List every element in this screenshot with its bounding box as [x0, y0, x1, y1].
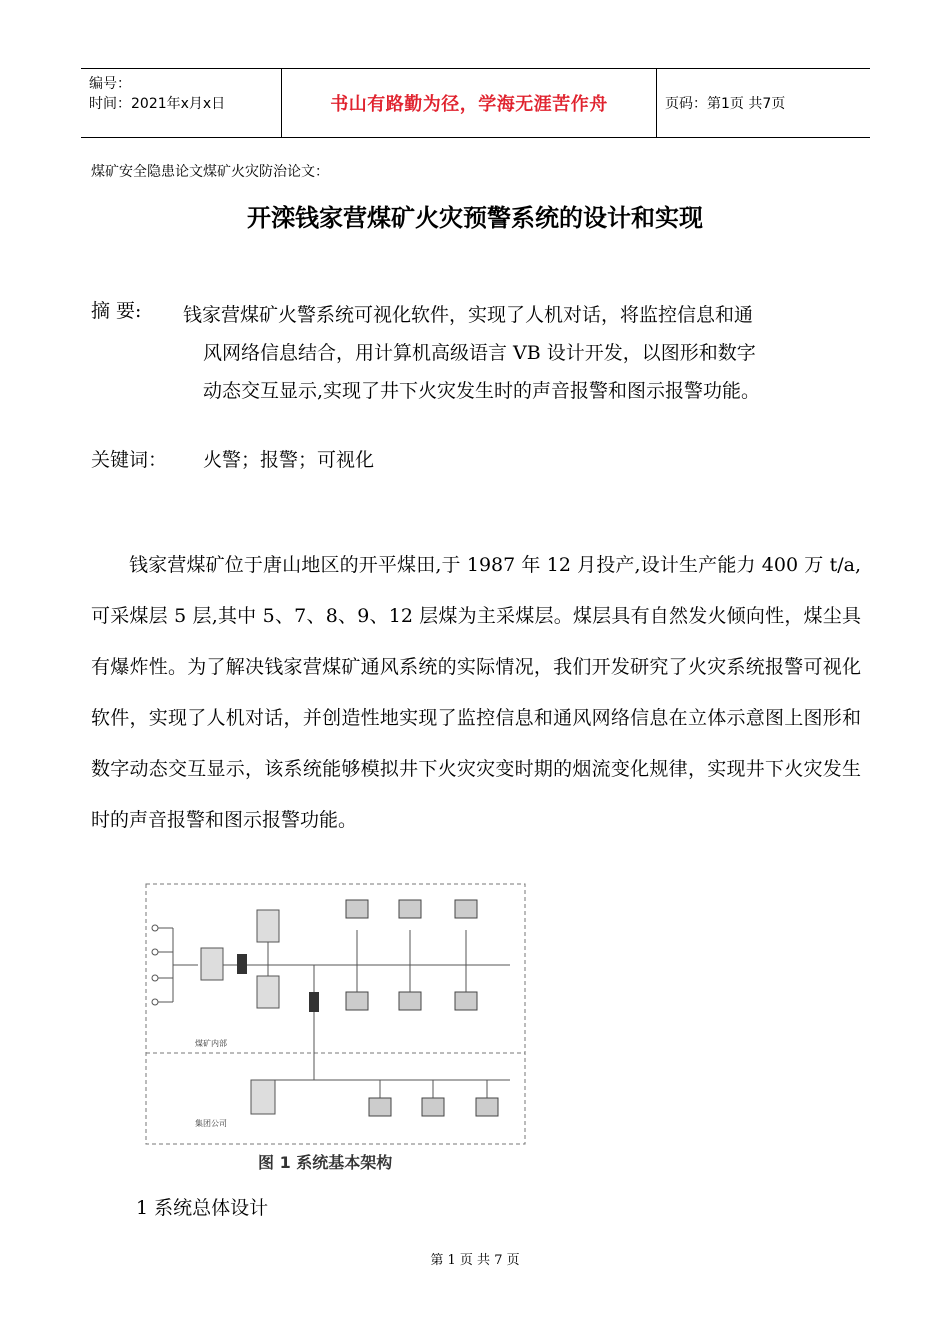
page-info: 页码：第1页 共7页 [665, 96, 786, 112]
computer-icon [422, 1098, 444, 1116]
mine-internal-label: 煤矿内部 [195, 1039, 227, 1048]
computer-icon [399, 900, 421, 918]
abstract-line: 风网络信息结合，用计算机高级语言 VB 设计开发，以图形和数字 [203, 342, 756, 364]
computer-icon [476, 1098, 498, 1116]
figure-caption: 图 1 系统基本架构 [258, 1153, 393, 1172]
abstract-line: 动态交互显示,实现了井下火灾发生时的声音报警和图示报警功能。 [203, 380, 761, 402]
server-icon [201, 948, 223, 980]
server-icon [257, 910, 279, 942]
abstract-label: 摘 要: [91, 300, 142, 322]
firewall-icon [237, 954, 247, 974]
computer-icon [346, 900, 368, 918]
group-company-label: 集团公司 [195, 1119, 227, 1128]
body-paragraph: 钱家营煤矿位于唐山地区的开平煤田,于 1987 年 12 月投产,设计生产能力 400 万 t/a,可采煤层 5 层,其中 5、7、8、9、12 层煤为主采煤层。煤层具有自然发火倾向性，煤尘具有爆炸性。为了解决钱家营煤矿通风系统的实际情况，我们开发研究了火灾系统报警可视化软件，实现了人机对话，并创造性地实现了监控信息和通风网络信息在立体示意图上图形和数字动态交互显示，该系统能够模拟井下火灾灾变时期的烟流变化规律，实现井下火灾发生时的声音报警和图示报警功能。 [91, 554, 861, 831]
computer-icon [455, 992, 477, 1010]
server-icon [251, 1080, 275, 1114]
keywords-label: 关键词： [91, 449, 168, 471]
page-header [81, 68, 870, 138]
time-label: 时间：2021年x月x日 [89, 96, 226, 112]
page-footer: 第 1 页 共 7 页 [430, 1253, 520, 1268]
header-meta-cell [81, 69, 282, 137]
section-heading: 1 系统总体设计 [136, 1197, 269, 1219]
page-title: 开滦钱家营煤矿火灾预警系统的设计和实现 [247, 204, 703, 232]
computer-icon [455, 900, 477, 918]
motto: 书山有路勤为径，学海无涯苦作舟 [330, 94, 608, 115]
computer-icon [399, 992, 421, 1010]
abstract-line: 钱家营煤矿火警系统可视化软件，实现了人机对话，将监控信息和通 [183, 304, 754, 326]
firewall-icon [309, 992, 319, 1012]
system-architecture-figure [143, 880, 528, 1148]
header-motto-cell [282, 69, 657, 137]
header-page-cell [657, 69, 870, 137]
computer-icon [346, 992, 368, 1010]
subtitle: 煤矿安全隐患论文煤矿火灾防治论文： [91, 164, 329, 180]
number-label: 编号： [89, 76, 131, 92]
abstract-text [183, 296, 863, 410]
computer-icon [369, 1098, 391, 1116]
keywords: 火警；报警；可视化 [203, 449, 375, 471]
server-icon [257, 976, 279, 1008]
